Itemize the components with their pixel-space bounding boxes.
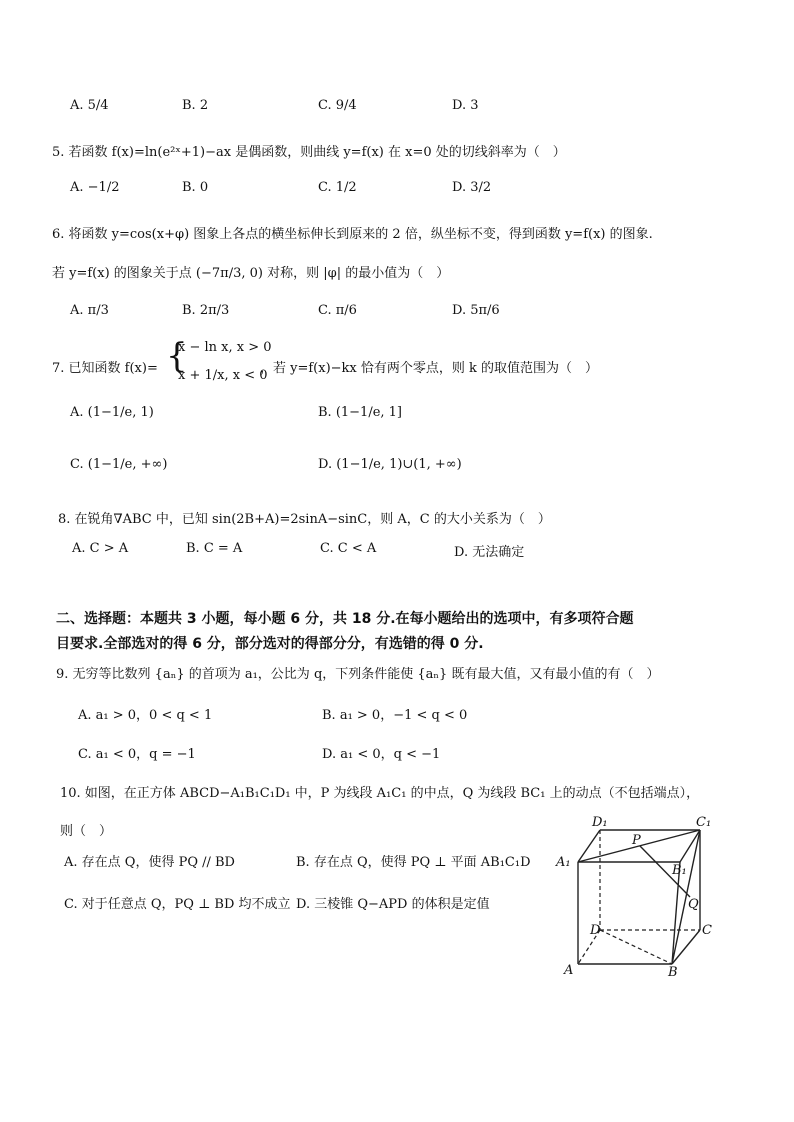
q8-option-b: B. C = A xyxy=(186,541,243,556)
q7-stem-start: 7. 已知函数 f(x)= xyxy=(52,361,158,376)
q5-option-c: C. 1/2 xyxy=(318,180,357,195)
q5-stem: 5. 若函数 f(x)=ln(e²ˣ+1)−ax 是偶函数，则曲线 y=f(x) 在 x=0 处的切线斜率为（ ） xyxy=(52,145,566,160)
q5-option-b: B. 0 xyxy=(182,180,209,195)
q7-option-a: A. (1−1/e, 1) xyxy=(70,405,154,420)
q8-option-a: A. C > A xyxy=(72,541,129,556)
q4-option-a: A. 5/4 xyxy=(70,98,109,113)
q6-option-d: D. 5π/6 xyxy=(452,303,500,318)
label-a1: A₁ xyxy=(556,855,571,870)
q8-option-d: D. 无法确定 xyxy=(454,545,525,560)
label-p: P xyxy=(632,833,641,848)
q8-option-c: C. C < A xyxy=(320,541,377,556)
q7-case-2: x + 1/x, x < 0 xyxy=(178,368,268,383)
q10-stem: 10. 如图，在正方体 ABCD−A₁B₁C₁D₁ 中，P 为线段 A₁C₁ 的中点，Q 为线段 BC₁ 上的动点（不包括端点）， xyxy=(60,786,700,801)
hidden-edge-d-b xyxy=(600,930,672,964)
q8-stem: 8. 在锐角∇ABC 中，已知 sin(2B+A)=2sinA−sinC，则 A，C 的大小关系为（ ） xyxy=(58,512,551,527)
q9-option-b: B. a₁ > 0，−1 < q < 0 xyxy=(322,708,468,723)
q10-stem-then: 则（ ） xyxy=(60,824,113,839)
label-d: D xyxy=(590,923,601,938)
q7-case-1: x − ln x, x > 0 xyxy=(178,340,272,355)
label-b1: B₁ xyxy=(672,863,687,878)
q10-option-b: B. 存在点 Q，使得 PQ ⊥ 平面 AB₁C₁D xyxy=(296,855,531,870)
q6-option-a: A. π/3 xyxy=(70,303,109,318)
q6-option-b: B. 2π/3 xyxy=(182,303,230,318)
cube-figure xyxy=(550,812,720,982)
section-2-heading-line2: 目要求.全部选对的得 6 分，部分选对的得部分分，有选错的得 0 分. xyxy=(56,636,484,652)
q9-stem: 9. 无穷等比数列 {aₙ} 的首项为 a₁，公比为 q，下列条件能使 {aₙ} 既有最大值，又有最小值的有（ ） xyxy=(56,667,660,682)
label-q: Q xyxy=(688,897,699,912)
q9-option-c: C. a₁ < 0，q = −1 xyxy=(78,747,196,762)
q7-stem-end: ，若 y=f(x)−kx 恰有两个零点，则 k 的取值范围为（ ） xyxy=(260,361,599,376)
q6-option-c: C. π/6 xyxy=(318,303,357,318)
q4-option-d: D. 3 xyxy=(452,98,479,113)
q10-option-c: C. 对于任意点 Q，PQ ⊥ BD 均不成立 xyxy=(64,897,291,912)
label-b: B xyxy=(668,965,678,980)
label-c: C xyxy=(702,923,712,938)
label-d1: D₁ xyxy=(592,815,608,830)
q7-option-d: D. (1−1/e, 1)∪(1, +∞) xyxy=(318,457,462,472)
q5-option-a: A. −1/2 xyxy=(70,180,120,195)
q5-option-d: D. 3/2 xyxy=(452,180,492,195)
q4-option-b: B. 2 xyxy=(182,98,209,113)
q7-option-c: C. (1−1/e, +∞) xyxy=(70,457,168,472)
q9-option-a: A. a₁ > 0，0 < q < 1 xyxy=(78,708,213,723)
label-a: A xyxy=(564,963,574,978)
q7-brace: { xyxy=(166,336,188,376)
q6-stem-line1: 6. 将函数 y=cos(x+φ) 图象上各点的横坐标伸长到原来的 2 倍，纵坐标不变，得到函数 y=f(x) 的图象. xyxy=(52,227,653,242)
q10-option-a: A. 存在点 Q，使得 PQ // BD xyxy=(64,855,235,870)
label-c1: C₁ xyxy=(696,815,712,830)
q10-option-d: D. 三棱锥 Q−APD 的体积是定值 xyxy=(296,897,490,912)
q9-option-d: D. a₁ < 0，q < −1 xyxy=(322,747,441,762)
q6-stem-line2: 若 y=f(x) 的图象关于点 (−7π/3, 0) 对称，则 |φ| 的最小值为（ ） xyxy=(52,266,450,281)
q4-option-c: C. 9/4 xyxy=(318,98,357,113)
q7-option-b: B. (1−1/e, 1] xyxy=(318,405,403,420)
section-2-heading-line1: 二、选择题：本题共 3 小题，每小题 6 分，共 18 分.在每小题给出的选项中，有多项符合题 xyxy=(56,611,634,627)
